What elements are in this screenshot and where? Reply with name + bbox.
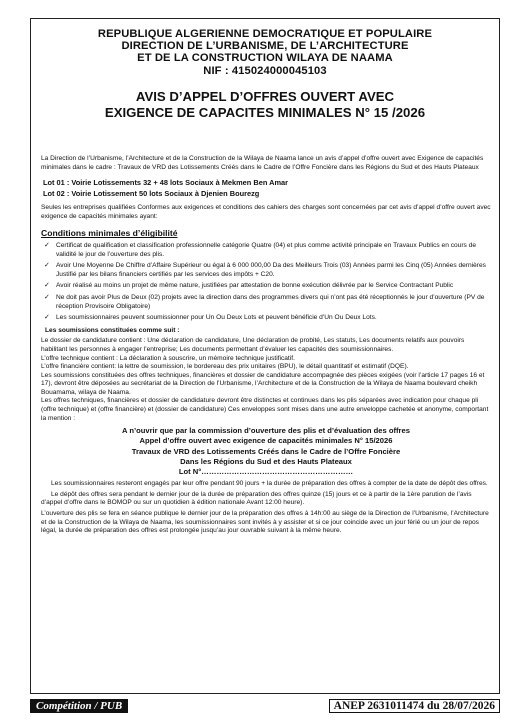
notice-title — [31, 89, 499, 121]
submission-paragraph: Le dossier de candidature contient : Une déclaration de candidature, Une déclaration de probité, Les statuts, Les documents relatifs aux pouvoirs habilitant les personnes à engager l’entreprise; Les documents permettant d’évaluer les capacités des soumissionnaires. — [41, 337, 465, 353]
checkmark-icon: ✓ — [44, 314, 50, 322]
footer-bar — [30, 696, 500, 718]
notice-frame — [30, 18, 500, 694]
lot-item — [43, 177, 491, 188]
lot-1: Lot 01 : Voirie Lotissements 32 + 48 lots Sociaux à Mekmen Ben Amar — [43, 178, 289, 188]
header-line-1: REPUBLIQUE ALGERIENNE DEMOCRATIQUE ET POPULAIRE — [97, 28, 433, 40]
checkmark-icon: ✓ — [44, 293, 50, 301]
condition-item — [41, 314, 491, 323]
checkmark-icon: ✓ — [44, 282, 50, 290]
conditions-title: Conditions minimales d’éligibilité — [41, 228, 178, 239]
lot-item — [43, 188, 491, 199]
submission-paragraph: Les soumissions constituées des offres techniques, financières et dossier de candidature accompagnée des pièces exigées (voir l’article 17 pages 16 et 17), devront être déposées au secrétariat de la Direction de l’Urbanisme, l’Architecture et de la Construction de la Wilaya de Naama boulevard cheikh Bouamama, wilaya de Naama. — [41, 371, 485, 396]
mention-line-4: Dans les Régions du Sud et des Hauts Plateaux — [180, 456, 352, 466]
lot-2: Lot 02 : Voirie Lotissement 50 lots Sociaux à Djenien Bourezg — [43, 189, 260, 199]
title-line-1: AVIS D’APPEL D’OFFRES OUVERT AVEC — [135, 88, 395, 104]
notice-body — [41, 155, 491, 536]
closing-paragraph: Les soumissionnaires resteront engagés par leur offre pendant 90 jours + la durée de préparation des offres à compter de la date de dépôt des offres. — [51, 480, 488, 488]
checkmark-icon: ✓ — [44, 262, 50, 270]
issuer-header — [31, 28, 499, 77]
anep-reference: ANEP 2631011474 du 28/07/2026 — [329, 699, 500, 713]
checkmark-icon: ✓ — [44, 241, 50, 249]
mention-line-3: Travaux de VRD des Lotissements Créés dans le Cadre de l’Offre Foncière — [131, 446, 401, 456]
submission-paragraph: L’offre financière contient: la lettre de soumission, le bordereau des prix unitaires (BPU), le détail quantitatif et estimatif (DQE). — [41, 363, 409, 371]
condition-item — [41, 242, 491, 259]
submission-paragraph: L’offre technique contient : La déclaration à souscrire, un mémoire technique justificatif. — [41, 354, 295, 362]
header-nif: NIF : 415024000045103 — [203, 64, 327, 77]
submissions-title: Les soumissions constituées comme suit : — [45, 326, 180, 334]
header-line-3: ET DE LA CONSTRUCTION WILAYA DE NAAMA — [137, 52, 393, 65]
condition-item — [41, 294, 491, 311]
title-line-2: EXIGENCE DE CAPACITES MINIMALES N° 15 /2026 — [104, 104, 426, 120]
mention-line-5: Lot N°…………………………………………………… — [178, 467, 354, 477]
condition-item — [41, 282, 491, 291]
condition-text: Certificat de qualification et classification professionnelle catégorie Quatre (04) et plus comme activité principale en Travaux Publics en cours de validité le jour de l’ouverture des plis. — [56, 241, 477, 258]
condition-item — [41, 262, 491, 279]
condition-text: Avoir réalisé au moins un projet de même nature, justifiées par attestation de bonne exécution délivrée par le Service Contractant Public — [56, 282, 454, 290]
mention-line-2: Appel d’offre ouvert avec exigence de capacités minimales N° 15/2026 — [139, 436, 393, 446]
intro-paragraph: La Direction de l’Urbanisme, l’Architecture et de la Construction de la Wilaya de Naama lance un avis d’appel d’offre ouvert avec Exigence de capacités minimales dans le cadre : Travaux de VRD des Lotissements Créés dans le Cadre de l’Offre Foncière dans les Régions du Sud et des Hauts Plateaux — [41, 155, 484, 171]
condition-text: Les soumissionnaires peuvent soumissionner pour Un Ou Deux Lots et peuvent bénéficie d’Un Ou Deux Lots. — [56, 314, 377, 322]
category-tag: Compétition / PUB — [30, 699, 128, 713]
closing-paragraph: Le dépôt des offres sera pendant le dernier jour de la durée de préparation des offres quinze (15) jours et ce à partir de la 1ère parution de l’avis d’appel d’offre dans le BOMOP ou sur un quotidien à édition nationale Avant 12:00 heure). — [41, 490, 472, 507]
closing-paragraph: L’ouverture des plis se fera en séance publique le dernier jour de la préparation des offres à 14h:00 au siège de la Direction de l’Urbanisme, l’Architecture et de la Construction de la Wilaya de Naama, les soumissionnaires sont invités à y assister et si ce jour coincide avec un jour férié ou un jour de repos légal, la durée de préparation des offres est prolongée jusqu’au jour ouvrable suivant à la même heure. — [41, 510, 489, 535]
condition-text: Ne doit pas avoir Plus de Deux (02) projets avec la direction dans des programmes divers qui n’ont pas été réceptionnés le jour d’ouverture (PV de réception Provisoire Obligatoire) — [56, 293, 485, 310]
header-line-2: DIRECTION DE L’URBANISME, DE L’ARCHITECTURE — [121, 40, 409, 53]
lot-list — [43, 177, 491, 199]
eligibility-intro: Seules les entreprises qualifiées Conformes aux exigences et conditions des cahiers des charges sont concernées par cet avis d’appel d’offre ouvert avec exigence de capacités minimales ayant: — [41, 204, 491, 220]
mention-line-1: A n’ouvrir que par la commission d’ouverture des plis et d’évaluation des offres — [122, 426, 410, 436]
conditions-list — [41, 242, 491, 323]
submission-paragraph: Les offres techniques, financières et dossier de candidature devront être distinctes et continues dans les plis séparées avec indication pour chaque pli (offre technique) et (offre financière) et (dossier de candidature) Ces enveloppes sont mises dans une autre enveloppe cachetée et anonyme, comportant la mention : — [41, 397, 489, 422]
envelope-mention — [41, 426, 491, 477]
condition-text: Avoir Une Moyenne De Chiffre d’Affaire Supérieur ou égal à 6 000 000,00 Da des Meilleurs Trois (03) Années parmi les Cinq (05) Années dernières Justifié par les bilans financiers certifiés par les services des impôts + C20. — [56, 262, 486, 278]
